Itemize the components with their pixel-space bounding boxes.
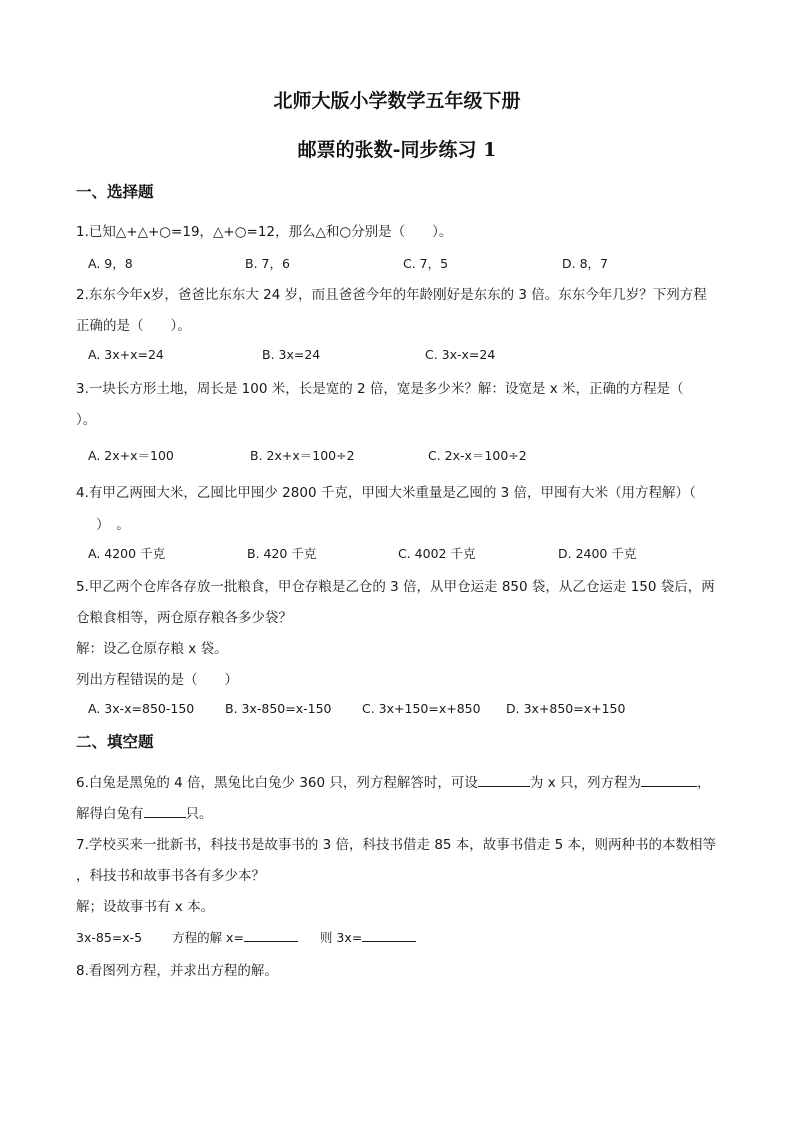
q1-option-c: C. 7，5: [403, 256, 449, 271]
q6-text-part-4: 解得白兔有: [76, 806, 144, 822]
question-7-line-2: ，科技书和故事书各有多少本？: [76, 868, 265, 884]
q7-blank-3x[interactable]: [362, 927, 416, 942]
q3-option-b: B. 2x+x＝100÷2: [250, 448, 355, 463]
q4-option-b: B. 420 千克: [247, 546, 317, 561]
q6-blank-1[interactable]: [478, 772, 530, 787]
q3-option-c: C. 2x-x＝100÷2: [428, 448, 527, 463]
page-title: 北师大版小学数学五年级下册: [273, 90, 521, 112]
question-7-line-3: 解；设故事书有 x 本。: [76, 899, 215, 915]
q6-text-part-3: ，: [696, 775, 711, 791]
question-5-line-3: 解：设乙仓原存粮 x 袋。: [76, 641, 228, 657]
question-5-line-4: 列出方程错误的是（ ）: [76, 672, 238, 688]
q5-option-c: C. 3x+150=x+850: [362, 701, 481, 716]
q7-solution-label: 方程的解 x=: [172, 930, 244, 945]
question-2-line-2: 正确的是（ ）。: [76, 318, 191, 334]
question-5-line-1: 5.甲乙两个仓库各存放一批粮食，甲仓存粮是乙仓的 3 倍，从甲仓运走 850 袋，从乙仓运走 150 袋后，两: [76, 579, 715, 595]
q6-text-part-2: 为 x 只，列方程为: [529, 775, 641, 791]
q4-option-c: C. 4002 千克: [398, 546, 476, 561]
q7-equation: 3x-85=x-5: [76, 930, 143, 945]
question-6-line-1: [76, 771, 710, 791]
question-3-line-1: 3.一块长方形土地，周长是 100 米，长是宽的 2 倍，宽是多少米？解：设宽是 x 米，正确的方程是（: [76, 381, 684, 397]
q4-option-d: D. 2400 千克: [558, 546, 637, 561]
q6-text-part-5: 只。: [185, 806, 213, 822]
question-4-line-1: 4.有甲乙两囤大米，乙囤比甲囤少 2800 千克，甲囤大米重量是乙囤的 3 倍，甲囤有大米（用方程解）（: [76, 485, 696, 501]
q6-blank-3[interactable]: [144, 803, 186, 818]
q5-option-a: A. 3x-x=850-150: [88, 701, 195, 716]
q6-blank-2[interactable]: [641, 772, 697, 787]
question-8-text: 8.看图列方程，并求出方程的解。: [76, 963, 278, 979]
q2-option-a: A. 3x+x=24: [88, 347, 164, 362]
q4-option-a: A. 4200 千克: [88, 546, 166, 561]
question-7-line-1: 7.学校买来一批新书，科技书是故事书的 3 倍，科技书借走 85 本，故事书借走 5 本，则两种书的本数相等: [76, 837, 716, 853]
q1-option-b: B. 7，6: [245, 256, 290, 271]
question-2-line-1: 2.东东今年x岁，爸爸比东东大 24 岁，而且爸爸今年的年龄刚好是东东的 3 倍。东东今年几岁？下列方程: [76, 287, 707, 303]
question-1-text: 1.已知△+△+○=19，△+○=12，那么△和○分别是（ ）。: [76, 224, 453, 240]
page-subtitle: 邮票的张数-同步练习 1: [297, 139, 497, 161]
question-4-line-2: ） 。: [96, 517, 130, 533]
question-6-line-2: [76, 802, 213, 822]
q2-option-c: C. 3x-x=24: [425, 347, 496, 362]
q3-option-a: A. 2x+x＝100: [88, 448, 174, 463]
q1-option-d: D. 8，7: [562, 256, 608, 271]
q1-option-a: A. 9，8: [88, 256, 133, 271]
q7-then-label: 则 3x=: [319, 930, 363, 945]
question-5-line-2: 仓粮食相等，两仓原存粮各多少袋？: [76, 610, 292, 626]
question-3-line-2: ）。: [76, 412, 97, 428]
q6-text-part-1: 6.白兔是黑兔的 4 倍，黑兔比白兔少 360 只，列方程解答时，可设: [76, 775, 478, 791]
question-7-line-4: [76, 927, 416, 946]
section-heading-choice: 一、选择题: [76, 183, 154, 201]
q7-blank-x[interactable]: [244, 927, 298, 942]
section-heading-fill: 二、填空题: [76, 733, 154, 751]
q5-option-b: B. 3x-850=x-150: [225, 701, 332, 716]
q2-option-b: B. 3x=24: [262, 347, 321, 362]
q5-option-d: D. 3x+850=x+150: [506, 701, 626, 716]
